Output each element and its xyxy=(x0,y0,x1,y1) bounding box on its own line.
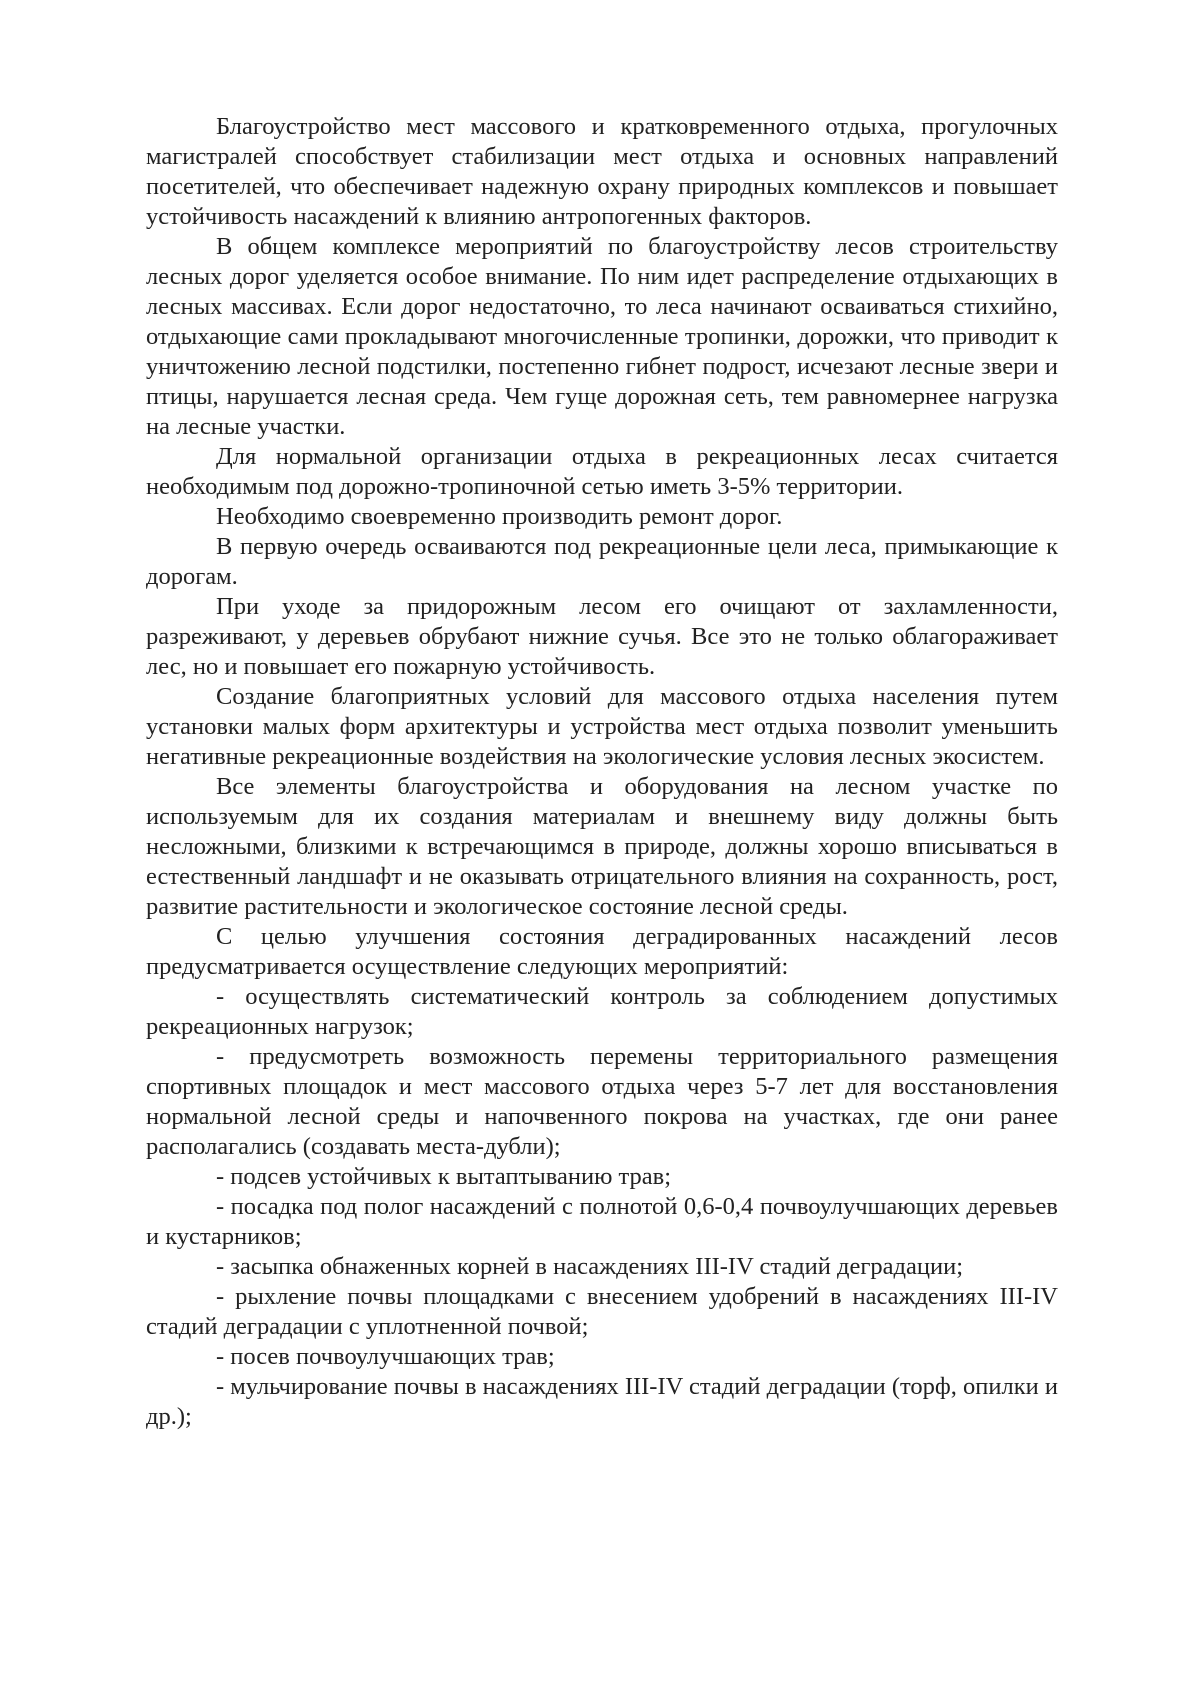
measure-item: - предусмотреть возможность перемены территориального размещения спортивных площадок и мест массового отдыха через 5-7 лет для восстановления нормальной лесной среды и напочвенного покрова на участках, где они ранее располагались (создавать места-дубли); xyxy=(146,1043,1058,1160)
paragraph-first-developed: В первую очередь осваиваются под рекреационные цели леса, примыкающие к дорогам. xyxy=(146,533,1058,590)
measure-item: - мульчирование почвы в насаждениях III-IV стадий деградации (торф, опилки и др.); xyxy=(146,1373,1058,1430)
measure-item: - осуществлять систематический контроль за соблюдением допустимых рекреационных нагрузок; xyxy=(146,983,1058,1040)
measure-item: - посев почвоулучшающих трав; xyxy=(216,1343,555,1370)
paragraph-design-elements: Все элементы благоустройства и оборудования на лесном участке по используемым для их создания материалам и внешнему виду должны быть несложными, близкими к встречающимся в природе, должны хорошо вписываться в естественный ландшафт и не оказывать отрицательного влияния на сохранность, рост, развитие растительности и экологическое состояние лесной среды. xyxy=(146,773,1058,920)
paragraph-road-network-share: Для нормальной организации отдыха в рекреационных лесах считается необходимым под дорожно-тропиночной сетью иметь 3-5% территории. xyxy=(146,443,1058,500)
paragraph-measures-intro: С целью улучшения состояния деградированных насаждений лесов предусматривается осуществление следующих мероприятий: xyxy=(146,923,1058,980)
measure-item: - посадка под полог насаждений с полнотой 0,6-0,4 почвоулучшающих деревьев и кустарников; xyxy=(146,1193,1058,1250)
document-page xyxy=(146,112,1058,1432)
measure-item: - рыхление почвы площадками с внесением удобрений в насаждениях III-IV стадий деградации с уплотненной почвой; xyxy=(146,1283,1058,1340)
measure-item: - засыпка обнаженных корней в насаждениях III-IV стадий деградации; xyxy=(216,1253,964,1280)
paragraph-roadside-care: При уходе за придорожным лесом его очищают от захламленности, разреживают, у деревьев обрубают нижние сучья. Все это не только облагораживает лес, но и повышает его пожарную устойчивость. xyxy=(146,593,1058,680)
measure-item: - подсев устойчивых к вытаптыванию трав; xyxy=(216,1163,672,1190)
paragraph-landscaping-rest-areas: Благоустройство мест массового и кратковременного отдыха, прогулочных магистралей способствует стабилизации мест отдыха и основных направлений посетителей, что обеспечивает надежную охрану природных комплексов и повышает устойчивость насаждений к влиянию антропогенных факторов. xyxy=(146,113,1058,230)
paragraph-forest-roads: В общем комплексе мероприятий по благоустройству лесов строительству лесных дорог уделяется особое внимание. По ним идет распределение отдыхающих в лесных массивах. Если дорог недостаточно, то леса начинают осваиваться стихийно, отдыхающие сами прокладывают многочисленные тропинки, дорожки, что приводит к уничтожению лесной подстилки, постепенно гибнет подрост, исчезают лесные звери и птицы, нарушается лесная среда. Чем гуще дорожная сеть, тем равномернее нагрузка на лесные участки. xyxy=(146,233,1058,440)
paragraph-road-repair: Необходимо своевременно производить ремонт дорог. xyxy=(216,503,783,530)
paragraph-favorable-conditions: Создание благоприятных условий для массового отдыха населения путем установки малых форм архитектуры и устройства мест отдыха позволит уменьшить негативные рекреационные воздействия на экологические условия лесных экосистем. xyxy=(146,683,1058,770)
